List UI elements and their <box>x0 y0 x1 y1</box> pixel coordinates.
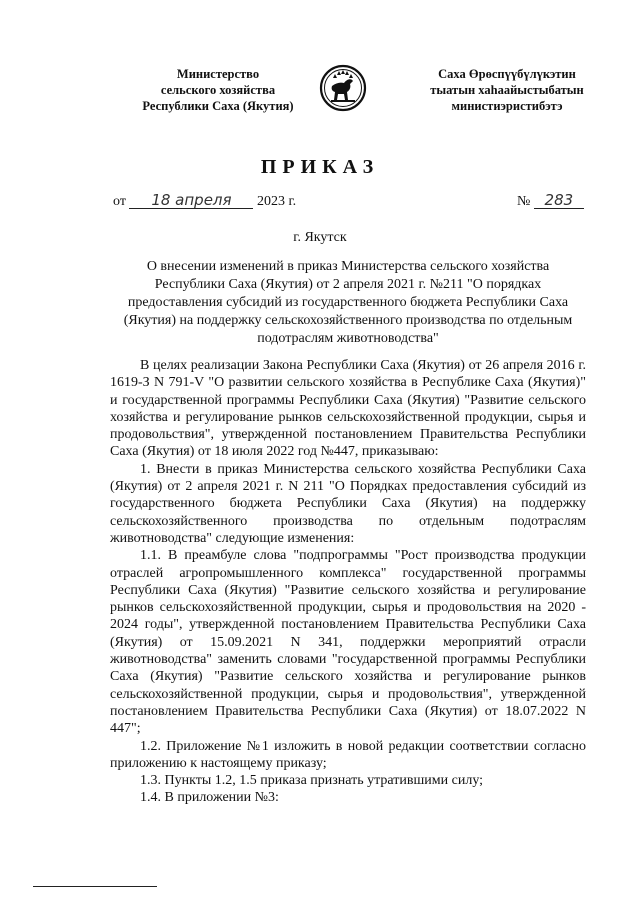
paragraph: 1.4. В приложении №3: <box>140 790 279 806</box>
ministry-name-line: министиэристибэтэ <box>451 99 563 113</box>
paragraph: 1.2. Приложение №1 изложить в новой редакции соответствии согласно приложению к настоящему приказу; <box>110 738 586 771</box>
order-subject: О внесении изменений в приказ Министерства сельского хозяйства Республики Саха (Якутия) от 2 апреля 2021 г. №211 "О порядках предоставления субсидий из государственного бюджета Республики Саха (Якутия) на поддержку сельскохозяйственного производства по отдельным подотраслям животноводства" <box>123 259 573 346</box>
paragraph: В целях реализации Закона Республики Саха (Якутия) от 26 апреля 2016 г. 1619-З N 791-V "О развитии сельского хозяйства в Республике Саха (Якутия)" и государственной программы Республики Саха (Якутия) "Развитие сельского хозяйства и регулирование рынков сельскохозяйственной продукции, сырья и продовольствия", утвержденной постановлением Правительства Республики Саха (Якутия) от 18 июля 2022 год №447, приказываю: <box>110 358 586 460</box>
ministry-name-line: Министерство <box>176 67 260 81</box>
date-year: 2023 г. <box>256 194 297 209</box>
document-title: ПРИКАЗ <box>260 156 380 178</box>
ministry-name-line: сельского хозяйства <box>160 83 276 97</box>
ministry-name-line: тыатын хаһаайыстыбатын <box>430 83 584 97</box>
ministry-name-line: Республики Саха (Якутия) <box>142 99 294 113</box>
ministry-name-russian <box>113 66 323 114</box>
order-body <box>110 357 586 807</box>
sakha-republic-emblem-icon <box>319 64 367 112</box>
order-date <box>113 192 296 210</box>
paragraph: 1. Внести в приказ Министерства сельского хозяйства Республики Саха (Якутия) от 2 апреля 2021 г. N 211 "О Порядках предоставления субсидий из государственного бюджета Республики Саха (Якутия) на поддержку сельскохозяйственного производства по отдельным подотраслям животноводства" следующие изменения: <box>110 461 586 546</box>
paragraph: 1.1. В преамбуле слова "подпрограммы "Рост производства продукции отраслей агропромышленного комплекса" государственной программы Республики Саха (Якутия) "Развитие сельского хозяйства и регулирование рынков сельскохозяйственной продукции, сырья и продовольствия на 2020 - 2024 годы", утвержденной постановлением Правительства Республики Саха (Якутия) от 15.09.2021 N 341, поддержки мероприятий отрасли животноводства" заменить словами "государственной программы Республики Саха (Якутия) "Развитие сельского хозяйства и регулирование рынков сельскохозяйственной продукции, сырья и продовольствия", утвержденной постановлением Правительства Республики Саха (Якутия) от 18.07.2022 N 447"; <box>110 548 586 737</box>
date-prefix: от <box>113 194 126 209</box>
number-prefix: № <box>517 194 531 209</box>
ministry-name-yakut <box>402 66 612 114</box>
handwritten-date: 18 апреля <box>129 192 253 209</box>
footnote-divider <box>33 886 157 887</box>
city: г. Якутск <box>293 230 347 245</box>
handwritten-number: 283 <box>534 192 584 209</box>
order-number <box>517 192 584 210</box>
paragraph: 1.3. Пункты 1.2, 1.5 приказа признать утратившими силу; <box>140 773 484 789</box>
ministry-name-line: Саха Өрөспүүбүлүкэтин <box>438 67 576 81</box>
